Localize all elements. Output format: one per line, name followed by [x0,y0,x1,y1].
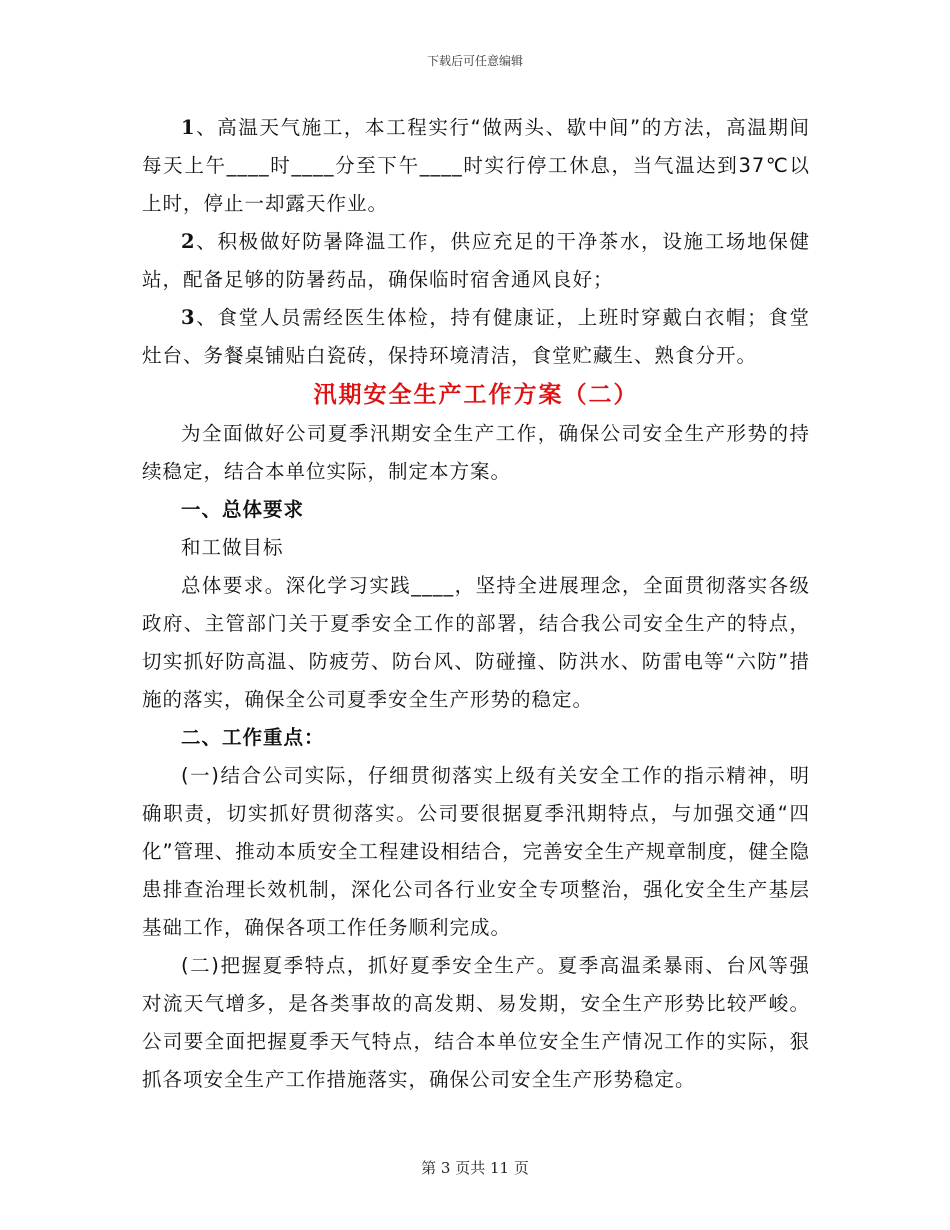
list-item-2 [142,223,810,299]
list-item-3 [142,299,810,375]
page-header-note: 下载后可任意编辑 [426,54,523,68]
overall-requirements-paragraph: 总体要求。深化学习实践____，坚持全进展理念，全面贯彻落实各级政府、主管部门关于夏季安全工作的部署，结合我公司安全生产的特点，切实抓好防高温、防疲劳、防台风、防碰撞、防洪水、防雷电等“六防”措施的落实，确保全公司夏季安全生产形势的稳定。 [142,574,810,711]
item-number: 2 [181,230,196,253]
intro-paragraph: 为全面做好公司夏季汛期安全生产工作，确保公司安全生产形势的持续稳定，结合本单位实际，制定本方案。 [142,422,810,483]
document-body [142,109,810,1099]
page-number: 第 3 页共 11 页 [421,1159,529,1177]
item-number: 1 [181,116,196,139]
work-focus-paragraph-1: (一)结合公司实际，仔细贯彻落实上级有关安全工作的指示精神，明确职责，切实抓好贯彻落实。公司要很据夏季汛期特点，与加强交通“四化”管理、推动本质安全工程建设相结合，完善安全生产规章制度，健全隐患排查治理长效机制，深化公司各行业安全专项整治，强化安全生产基层基础工作，确保各项工作任务顺利完成。 [142,764,810,939]
heading-work-focus: 二、工作重点： [181,726,325,749]
sub-heading-goals: 和工做目标 [181,536,284,559]
section-title: 汛期安全生产工作方案（二） [313,382,639,408]
item-text: 、食堂人员需经医生体检，持有健康证，上班时穿戴白衣帽；食堂灶台、务餐桌铺贴白瓷砖，保持环境清洁，食堂贮藏生、熟食分开。 [142,306,810,367]
work-focus-paragraph-2: (二)把握夏季特点，抓好夏季安全生产。夏季高温柔暴雨、台风等强对流天气增多，是各类事故的高发期、易发期，安全生产形势比较严峻。公司要全面把握夏季天气特点，结合本单位安全生产情况工作的实际，狠抓各项安全生产工作措施落实，确保公司安全生产形势稳定。 [142,954,810,1091]
heading-overall-requirements: 一、总体要求 [181,498,305,521]
item-text: 、高温天气施工，本工程实行“做两头、歇中间”的方法，高温期间每天上午____时____分至下午____时实行停工休息，当气温达到37℃以上时，停止一却露天作业。 [142,116,810,215]
item-number: 3 [181,306,196,329]
list-item-1 [142,109,810,223]
item-text: 、积极做好防暑降温工作，供应充足的干净茶水，设施工场地保健站，配备足够的防暑药品，确保临时宿舍通风良好； [142,230,810,291]
